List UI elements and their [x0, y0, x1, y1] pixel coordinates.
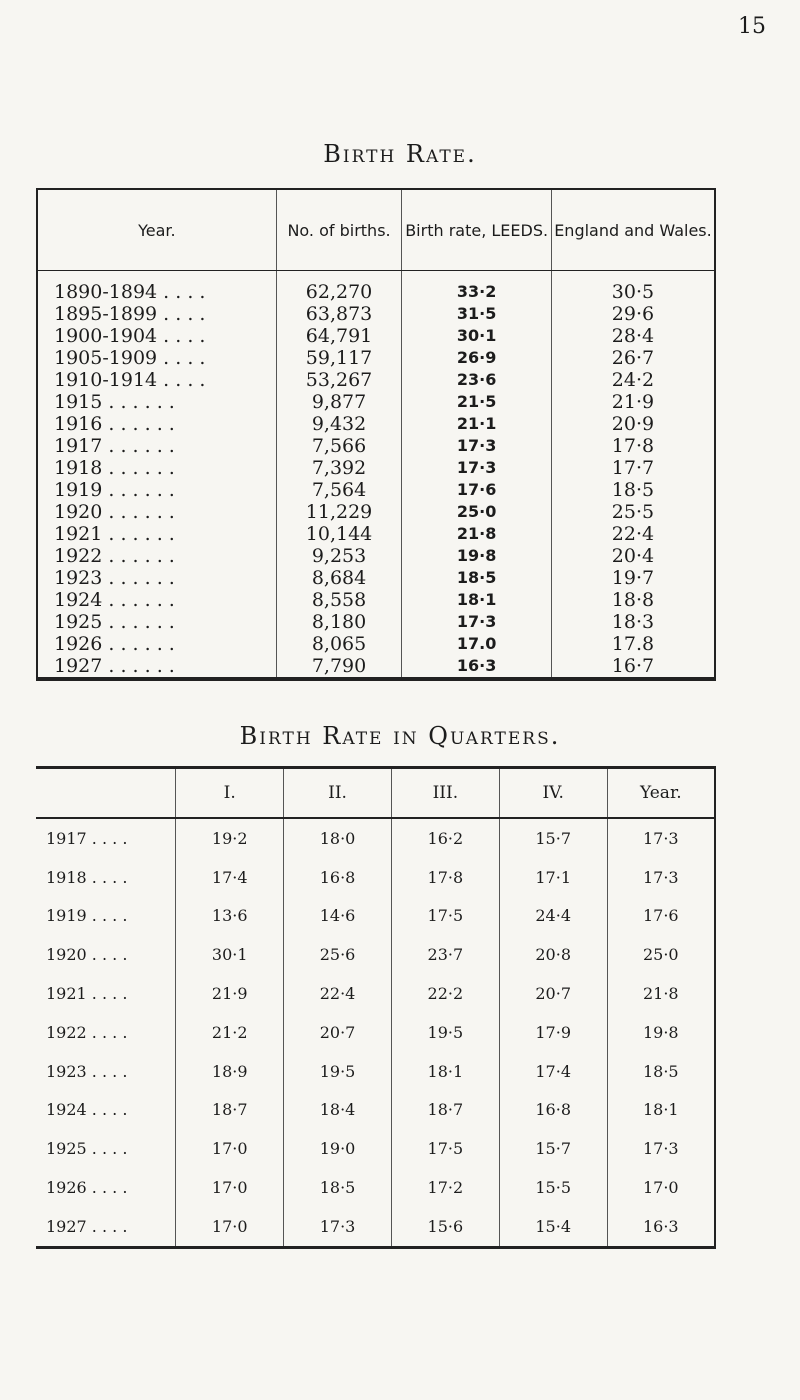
quarter-value-cell: 17·1 [499, 858, 607, 897]
births-cell: 7,392 [276, 457, 402, 479]
year-cell: 1890-1894 . . . . [54, 281, 206, 303]
england-cell: 17.8 [551, 633, 715, 655]
quarter-value-cell: 15·6 [391, 1207, 499, 1247]
rate-cell: 17·6 [402, 479, 552, 501]
year-cell: 1918 . . . . [46, 867, 128, 887]
births-cell: 64,791 [276, 325, 402, 347]
births-cell: 7,564 [276, 479, 402, 501]
quarter-value-cell: 17·0 [176, 1168, 284, 1207]
rate-cell: 21·8 [402, 523, 552, 545]
year-cell: 1921 . . . . . . [54, 523, 175, 545]
table-row [36, 1207, 715, 1247]
quarter-value-cell: 21·9 [176, 974, 284, 1013]
quarter-value-cell: 16·3 [607, 1207, 715, 1247]
year-cell: 1910-1914 . . . . [54, 369, 206, 391]
quarter-value-cell: 19·5 [284, 1052, 392, 1091]
quarter-value-cell: 22·4 [284, 974, 392, 1013]
quarter-value-cell: 17·4 [499, 1052, 607, 1091]
england-cell: 24·2 [551, 369, 715, 391]
births-cell: 9,877 [276, 391, 402, 413]
year-cell: 1922 . . . . . . [54, 545, 175, 567]
table-row [36, 818, 715, 858]
england-cell: 16·7 [551, 655, 715, 679]
table-row [37, 523, 715, 545]
quarter-value-cell: 19·0 [284, 1129, 392, 1168]
quarter-header: III. [391, 768, 499, 819]
year-cell: 1924 . . . . . . [54, 589, 175, 611]
table-row [36, 974, 715, 1013]
table-row [37, 271, 715, 304]
quarter-value-cell: 19·2 [176, 818, 284, 858]
quarter-value-cell: 17·3 [607, 858, 715, 897]
table-row [36, 1013, 715, 1052]
births-cell: 10,144 [276, 523, 402, 545]
quarter-value-cell: 15·4 [499, 1207, 607, 1247]
births-cell: 62,270 [276, 271, 402, 304]
table-row [37, 435, 715, 457]
table-row [37, 347, 715, 369]
england-cell: 18·3 [551, 611, 715, 633]
england-cell: 21·9 [551, 391, 715, 413]
quarter-value-cell: 17·2 [391, 1168, 499, 1207]
quarter-value-cell: 22·2 [391, 974, 499, 1013]
quarter-header: Year. [607, 768, 715, 819]
rate-cell: 19·8 [402, 545, 552, 567]
quarter-value-cell: 18·5 [607, 1052, 715, 1091]
year-cell: 1905-1909 . . . . [54, 347, 206, 369]
quarter-value-cell: 17·3 [607, 818, 715, 858]
england-cell: 18·5 [551, 479, 715, 501]
england-cell: 22·4 [551, 523, 715, 545]
quarter-value-cell: 25·0 [607, 935, 715, 974]
table-row [37, 479, 715, 501]
quarters-table [36, 766, 716, 1249]
year-cell: 1924 . . . . [46, 1100, 128, 1120]
births-cell: 8,065 [276, 633, 402, 655]
year-cell: 1900-1904 . . . . [54, 325, 206, 347]
table-row [37, 413, 715, 435]
quarter-value-cell: 15·5 [499, 1168, 607, 1207]
quarter-value-cell: 17·5 [391, 1129, 499, 1168]
quarter-value-cell: 20·7 [499, 974, 607, 1013]
header-england-wales: England and Wales. [551, 189, 715, 271]
year-cell: 1917 . . . . . . [54, 435, 175, 457]
quarter-value-cell: 18·9 [176, 1052, 284, 1091]
quarter-value-cell: 17·0 [176, 1207, 284, 1247]
year-cell: 1923 . . . . . . [54, 567, 175, 589]
table-row [37, 655, 715, 679]
quarter-value-cell: 17·8 [391, 858, 499, 897]
quarter-value-cell: 24·4 [499, 897, 607, 936]
quarter-value-cell: 13·6 [176, 897, 284, 936]
table-row [36, 1129, 715, 1168]
header-births: No. of births. [276, 189, 402, 271]
header-year: Year. [37, 189, 276, 271]
table-row [37, 545, 715, 567]
year-cell: 1927 . . . . . . [54, 655, 175, 677]
rate-cell: 18·1 [402, 589, 552, 611]
quarters-title: Birth Rate in Quarters. [239, 722, 561, 750]
births-cell: 9,253 [276, 545, 402, 567]
birth-rate-table [36, 188, 716, 681]
quarter-value-cell: 21·2 [176, 1013, 284, 1052]
rate-cell: 23·6 [402, 369, 552, 391]
quarter-value-cell: 21·8 [607, 974, 715, 1013]
births-cell: 11,229 [276, 501, 402, 523]
year-cell: 1927 . . . . [46, 1216, 128, 1236]
quarter-value-cell: 20·8 [499, 935, 607, 974]
england-cell: 30·5 [551, 271, 715, 304]
table-row [36, 1168, 715, 1207]
table-row [37, 567, 715, 589]
quarter-value-cell: 17·0 [607, 1168, 715, 1207]
table-row [36, 1052, 715, 1091]
year-cell: 1895-1899 . . . . [54, 303, 206, 325]
rate-cell: 17·3 [402, 611, 552, 633]
table-row [37, 325, 715, 347]
quarter-value-cell: 15·7 [499, 818, 607, 858]
quarter-value-cell: 17·0 [176, 1129, 284, 1168]
table-row [37, 633, 715, 655]
quarter-value-cell: 18·0 [284, 818, 392, 858]
rate-cell: 25·0 [402, 501, 552, 523]
rate-cell: 31·5 [402, 303, 552, 325]
year-cell: 1916 . . . . . . [54, 413, 175, 435]
rate-cell: 30·1 [402, 325, 552, 347]
header-row [37, 189, 715, 271]
quarter-header: IV. [499, 768, 607, 819]
quarter-value-cell: 19·5 [391, 1013, 499, 1052]
birth-rate-title: Birth Rate. [323, 140, 477, 168]
rate-cell: 33·2 [402, 271, 552, 304]
births-cell: 7,790 [276, 655, 402, 679]
rate-cell: 16·3 [402, 655, 552, 679]
table-row [36, 897, 715, 936]
year-cell: 1919 . . . . . . [54, 479, 175, 501]
year-cell: 1919 . . . . [46, 906, 128, 926]
quarter-value-cell: 23·7 [391, 935, 499, 974]
quarter-header [36, 768, 176, 819]
quarter-value-cell: 19·8 [607, 1013, 715, 1052]
table-row [36, 935, 715, 974]
quarter-value-cell: 18·1 [607, 1091, 715, 1130]
births-cell: 8,684 [276, 567, 402, 589]
table-row [37, 457, 715, 479]
quarter-value-cell: 14·6 [284, 897, 392, 936]
quarter-value-cell: 25·6 [284, 935, 392, 974]
quarter-value-cell: 16·8 [284, 858, 392, 897]
quarter-value-cell: 17·9 [499, 1013, 607, 1052]
births-cell: 8,180 [276, 611, 402, 633]
year-cell: 1925 . . . . . . [54, 611, 175, 633]
table-row [37, 611, 715, 633]
quarter-value-cell: 17·4 [176, 858, 284, 897]
year-cell: 1920 . . . . . . [54, 501, 175, 523]
births-cell: 9,432 [276, 413, 402, 435]
table-row [36, 858, 715, 897]
rate-cell: 17·3 [402, 435, 552, 457]
quarter-header: II. [284, 768, 392, 819]
england-cell: 20·9 [551, 413, 715, 435]
births-cell: 53,267 [276, 369, 402, 391]
rate-cell: 17.0 [402, 633, 552, 655]
quarter-value-cell: 30·1 [176, 935, 284, 974]
rate-cell: 17·3 [402, 457, 552, 479]
table-row [37, 589, 715, 611]
quarter-value-cell: 18·4 [284, 1091, 392, 1130]
header-rate-leeds: Birth rate, LEEDS. [402, 189, 552, 271]
year-cell: 1926 . . . . . . [54, 633, 175, 655]
quarter-value-cell: 20·7 [284, 1013, 392, 1052]
quarter-value-cell: 16·8 [499, 1091, 607, 1130]
quarter-value-cell: 18·7 [176, 1091, 284, 1130]
page-number: 15 [738, 14, 766, 39]
table-row [37, 303, 715, 325]
rate-cell: 21·5 [402, 391, 552, 413]
year-cell: 1923 . . . . [46, 1061, 128, 1081]
births-cell: 8,558 [276, 589, 402, 611]
quarter-value-cell: 17·3 [284, 1207, 392, 1247]
rate-cell: 21·1 [402, 413, 552, 435]
england-cell: 20·4 [551, 545, 715, 567]
quarter-value-cell: 17·6 [607, 897, 715, 936]
births-cell: 63,873 [276, 303, 402, 325]
year-cell: 1918 . . . . . . [54, 457, 175, 479]
england-cell: 25·5 [551, 501, 715, 523]
births-cell: 7,566 [276, 435, 402, 457]
rate-cell: 18·5 [402, 567, 552, 589]
year-cell: 1920 . . . . [46, 945, 128, 965]
england-cell: 17·7 [551, 457, 715, 479]
table-row [36, 1091, 715, 1130]
year-cell: 1915 . . . . . . [54, 391, 175, 413]
births-cell: 59,117 [276, 347, 402, 369]
quarter-value-cell: 16·2 [391, 818, 499, 858]
quarter-value-cell: 18·1 [391, 1052, 499, 1091]
year-cell: 1921 . . . . [46, 984, 128, 1004]
year-cell: 1917 . . . . [46, 828, 128, 848]
england-cell: 28·4 [551, 325, 715, 347]
rate-cell: 26·9 [402, 347, 552, 369]
quarter-value-cell: 17·5 [391, 897, 499, 936]
table-row [37, 501, 715, 523]
england-cell: 29·6 [551, 303, 715, 325]
quarter-value-cell: 17·3 [607, 1129, 715, 1168]
year-cell: 1926 . . . . [46, 1178, 128, 1198]
header-row [36, 768, 715, 819]
quarter-value-cell: 18·7 [391, 1091, 499, 1130]
england-cell: 19·7 [551, 567, 715, 589]
year-cell: 1925 . . . . [46, 1139, 128, 1159]
quarter-value-cell: 18·5 [284, 1168, 392, 1207]
year-cell: 1922 . . . . [46, 1022, 128, 1042]
england-cell: 26·7 [551, 347, 715, 369]
table-row [37, 369, 715, 391]
quarter-header: I. [176, 768, 284, 819]
quarter-value-cell: 15·7 [499, 1129, 607, 1168]
table-row [37, 391, 715, 413]
england-cell: 18·8 [551, 589, 715, 611]
england-cell: 17·8 [551, 435, 715, 457]
